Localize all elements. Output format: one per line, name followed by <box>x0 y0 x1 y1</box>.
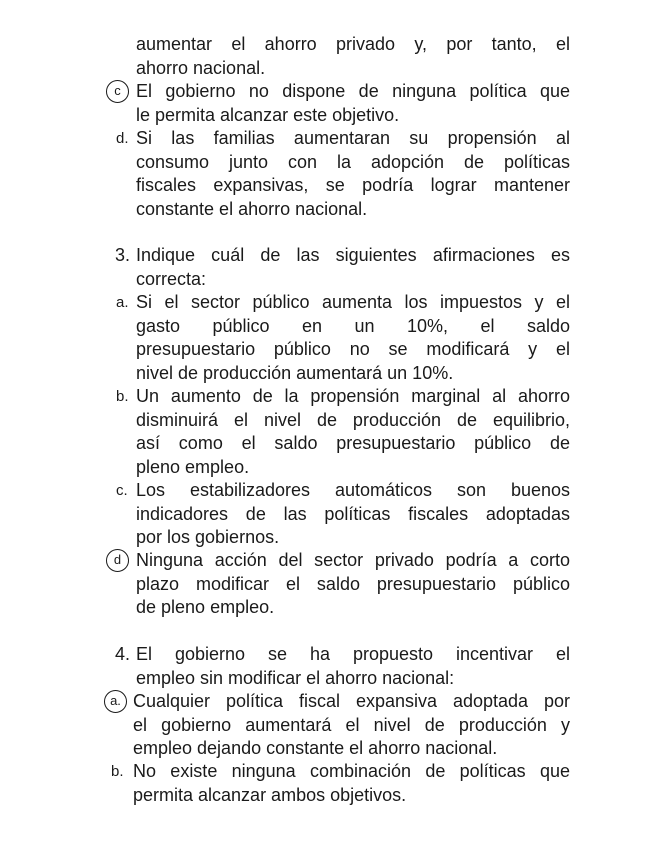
q3-option-b-line-1: Un aumento de la propensión marginal al ahorro <box>136 386 570 406</box>
q3-option-b-line-4: pleno empleo. <box>136 456 250 477</box>
q3-option-c-marker: c. <box>116 482 128 499</box>
q2-option-c-line-1: El gobierno no dispone de ninguna política que <box>136 81 570 101</box>
q2-text-line-1: aumentar el ahorro privado y, por tanto, el <box>136 34 570 54</box>
q4-number: 4. <box>115 644 131 664</box>
q2-option-d-line-1: Si las familias aumentaran su propensión al <box>136 128 570 148</box>
q3-option-a-line-1: Si el sector público aumenta los impuestos y el <box>136 292 570 312</box>
q2-option-d-marker: d. <box>116 130 129 147</box>
q3-option-a-line-4: nivel de producción aumentará un 10%. <box>136 362 454 383</box>
q4-option-a-marker-circled: a. <box>104 690 127 713</box>
q4-option-b-line-2: permita alcanzar ambos objetivos. <box>133 784 407 805</box>
q3-option-b-line-2: disminuirá el nivel de producción de equilibrio, <box>136 409 570 430</box>
q4-stem-line-2: empleo sin modificar el ahorro nacional: <box>136 667 455 688</box>
q4-option-a-line-2: el gobierno aumentará el nivel de producción y <box>133 714 570 735</box>
q3-option-d-marker-circled: d <box>106 549 129 572</box>
q3-option-a-line-2: gasto público en un 10%, el saldo <box>136 315 570 336</box>
q4-stem-line-1: El gobierno se ha propuesto incentivar el <box>136 644 570 664</box>
q3-option-d-line-1: Ninguna acción del sector privado podría a corto <box>136 550 570 570</box>
q3-option-d-line-3: de pleno empleo. <box>136 597 275 617</box>
q3-option-c-line-1: Los estabilizadores automáticos son buenos <box>136 480 570 500</box>
q3-option-c-line-2: indicadores de las políticas fiscales adoptadas <box>136 503 570 524</box>
q2-option-d-line-2: consumo junto con la adopción de políticas <box>136 151 570 172</box>
q3-stem-line-1: Indique cuál de las siguientes afirmaciones es <box>136 245 570 265</box>
q4-option-b-marker: b. <box>111 763 124 780</box>
q3-option-d-line-2: plazo modificar el saldo presupuestario público <box>136 573 570 594</box>
q3-option-b-line-3: así como el saldo presupuestario público de <box>136 433 570 453</box>
q4-option-a-line-3: empleo dejando constante el ahorro nacional. <box>133 738 498 758</box>
q3-option-c-line-3: por los gobiernos. <box>136 527 280 547</box>
q2-text-line-2: ahorro nacional. <box>136 57 266 78</box>
q2-option-d-line-3: fiscales expansivas, se podría lograr mantener <box>136 175 570 195</box>
q3-option-a-line-3: presupuestario público no se modificará y el <box>136 339 570 359</box>
q3-option-a-marker: a. <box>116 294 129 311</box>
q3-stem-line-2: correcta: <box>136 268 207 289</box>
q3-option-b-marker: b. <box>116 388 129 405</box>
q4-option-b-line-1: No existe ninguna combinación de políticas que <box>133 761 570 781</box>
q2-option-d-line-4: constante el ahorro nacional. <box>136 198 368 219</box>
q3-number: 3. <box>115 245 131 265</box>
q2-option-c-line-2: le permita alcanzar este objetivo. <box>136 104 400 125</box>
q4-option-a-line-1: Cualquier política fiscal expansiva adoptada por <box>133 691 570 711</box>
q2-option-c-marker-circled: c <box>106 80 129 103</box>
